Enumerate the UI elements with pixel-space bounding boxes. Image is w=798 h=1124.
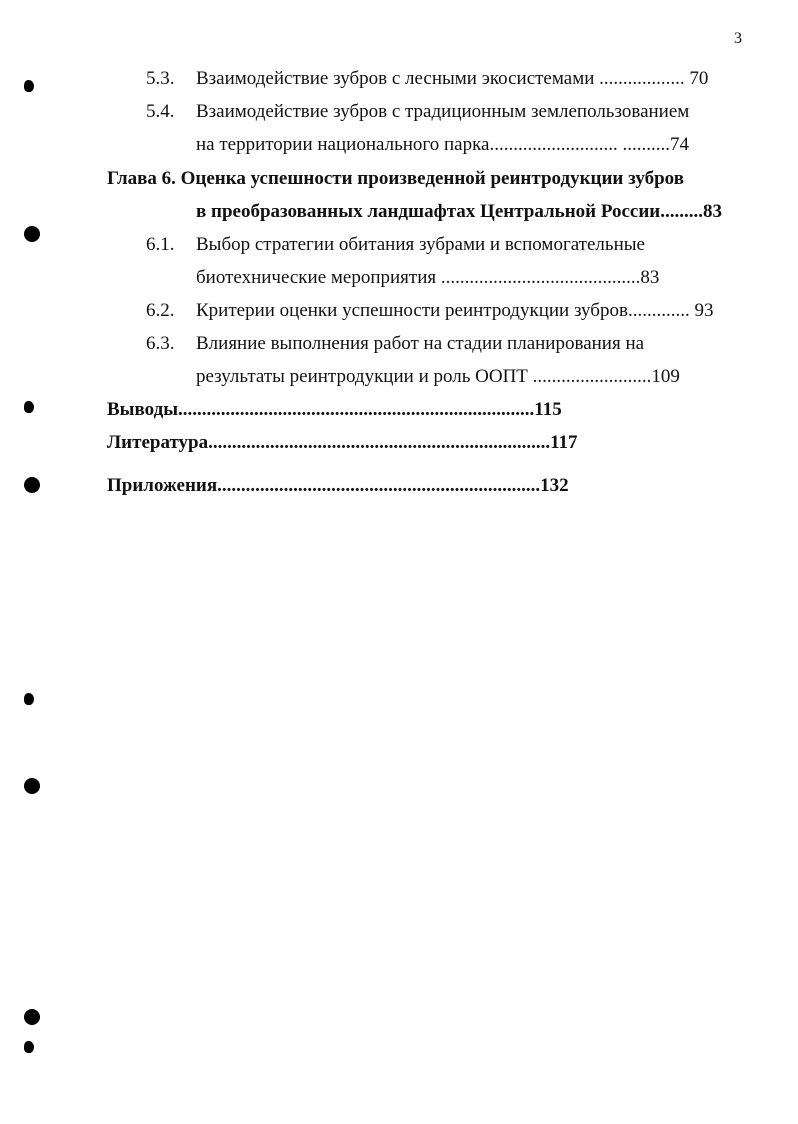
- binding-mark: [24, 1041, 34, 1053]
- toc-appendices: Приложения....................................................................132: [107, 475, 569, 496]
- toc-section-number: 6.2.: [146, 300, 175, 321]
- toc-entry-5-4-line1: Взаимодействие зубров с традиционным землепользованием: [196, 101, 690, 122]
- binding-mark: [24, 693, 34, 705]
- toc-entry-6-2: Критерии оценки успешности реинтродукции зубров............. 93: [196, 300, 714, 321]
- punch-hole-mark: [24, 477, 40, 493]
- punch-hole-mark: [24, 778, 40, 794]
- toc-entry-6-3-line1: Влияние выполнения работ на стадии планирования на: [196, 333, 645, 354]
- toc-entry-5-4-line2: на территории национального парка........................... ..........74: [196, 134, 689, 155]
- punch-hole-mark: [24, 226, 40, 242]
- toc-literature: Литература........................................................................117: [107, 432, 578, 453]
- toc-entry-6-1-line2: биотехнические мероприятия ..........................................83: [196, 267, 660, 288]
- toc-section-number: 6.1.: [146, 234, 175, 255]
- toc-entry-6-3-line2: результаты реинтродукции и роль ООПТ .........................109: [196, 366, 680, 387]
- toc-entry-6-1-line1: Выбор стратегии обитания зубрами и вспомогательные: [196, 234, 645, 255]
- toc-chapter-6-line2: в преобразованных ландшафтах Центральной России.........83: [196, 201, 722, 222]
- toc-section-number: 5.3.: [146, 68, 175, 89]
- toc-conclusions: Выводы...........................................................................115: [107, 399, 562, 420]
- binding-mark: [24, 401, 34, 413]
- toc-section-number: 5.4.: [146, 101, 175, 122]
- page-number: 3: [734, 30, 742, 47]
- toc-entry-5-3: Взаимодействие зубров с лесными экосистемами .................. 70: [196, 68, 709, 89]
- toc-section-number: 6.3.: [146, 333, 175, 354]
- toc-chapter-6-line1: Глава 6. Оценка успешности произведенной реинтродукции зубров: [107, 168, 684, 189]
- punch-hole-mark: [24, 1009, 40, 1025]
- binding-mark: [24, 80, 34, 92]
